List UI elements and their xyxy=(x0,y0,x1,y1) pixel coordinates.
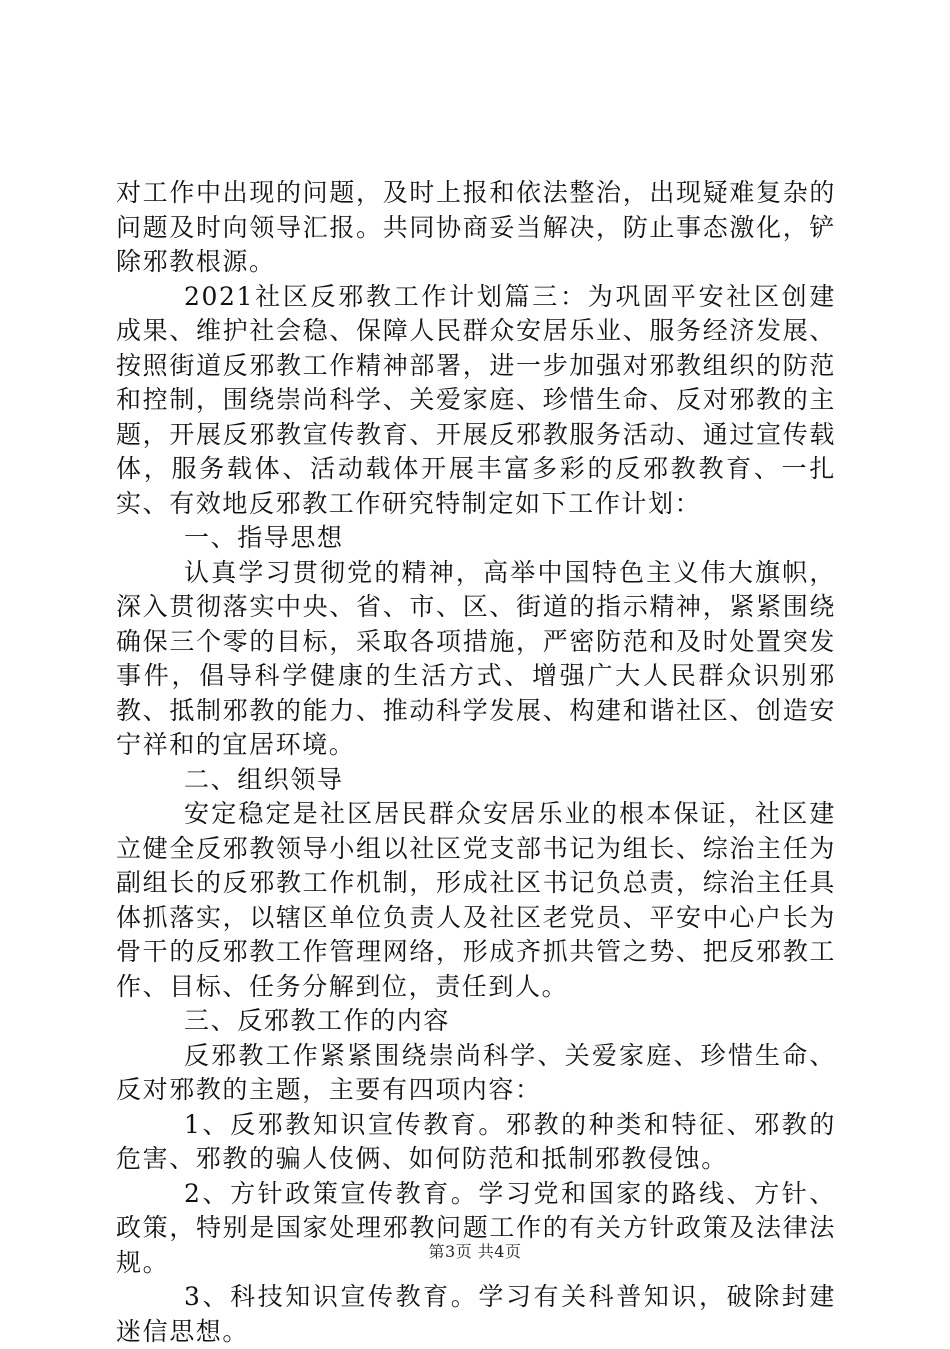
list-item-1: 1、反邪教知识宣传教育。邪教的种类和特征、邪教的危害、邪教的骗人伎俩、如何防范和抵制邪教侵蚀。 xyxy=(116,1109,836,1173)
paragraph-work-content: 反邪教工作紧紧围绕崇尚科学、关爱家庭、珍惜生命、反对邪教的主题，主要有四项内容： xyxy=(116,1040,836,1104)
list-item-3: 3、科技知识宣传教育。学习有关科普知识，破除封建迷信思想。 xyxy=(116,1282,836,1346)
paragraph-continuation: 对工作中出现的问题，及时上报和依法整治，出现疑难复杂的问题及时向领导汇报。共同协商妥当解决，防止事态激化，铲除邪教根源。 xyxy=(116,178,836,276)
list-item-2: 2、方针政策宣传教育。学习党和国家的路线、方针、政策，特别是国家处理邪教问题工作的有关方针政策及法律法规。 xyxy=(116,1178,836,1277)
section-heading-work-content: 三、反邪教工作的内容 xyxy=(184,1006,451,1035)
page-footer: 第3页 共4页 xyxy=(428,1242,522,1261)
paragraph-guiding-thought: 认真学习贯彻党的精神，高举中国特色主义伟大旗帜，深入贯彻落实中央、省、市、区、街道的指示精神，紧紧围绕确保三个零的目标，采取各项措施，严密防范和及时处置突发事件，倡导科学健康的生活方式、增强广大人民群众识别邪教、抵制邪教的能力、推动科学发展、构建和谐社区、创造安宁祥和的宜居环境。 xyxy=(116,557,836,759)
document-body xyxy=(116,176,836,1349)
paragraph-plan-intro: 2021社区反邪教工作计划篇三：为巩固平安社区创建成果、维护社会稳、保障人民群众安居乐业、服务经济发展、按照街道反邪教工作精神部署，进一步加强对邪教组织的防范和控制，围绕崇尚科学、关爱家庭、珍惜生命、反对邪教的主题，开展反邪教宣传教育、开展反邪教服务活动、通过宣传载体，服务载体、活动载体开展丰富多彩的反邪教教育、一扎实、有效地反邪教工作研究特制定如下工作计划： xyxy=(116,281,836,518)
paragraph-organization: 安定稳定是社区居民群众安居乐业的根本保证，社区建立健全反邪教领导小组以社区党支部书记为组长、综治主任为副组长的反邪教工作机制，形成社区书记负总责，综治主任具体抓落实，以辖区单位负责人及社区老党员、平安中心户长为骨干的反邪教工作管理网络，形成齐抓共管之势、把反邪教工作、目标、任务分解到位，责任到人。 xyxy=(116,799,836,1001)
section-heading-organization: 二、组织领导 xyxy=(184,764,344,794)
section-heading-guiding-thought: 一、指导思想 xyxy=(184,523,344,552)
